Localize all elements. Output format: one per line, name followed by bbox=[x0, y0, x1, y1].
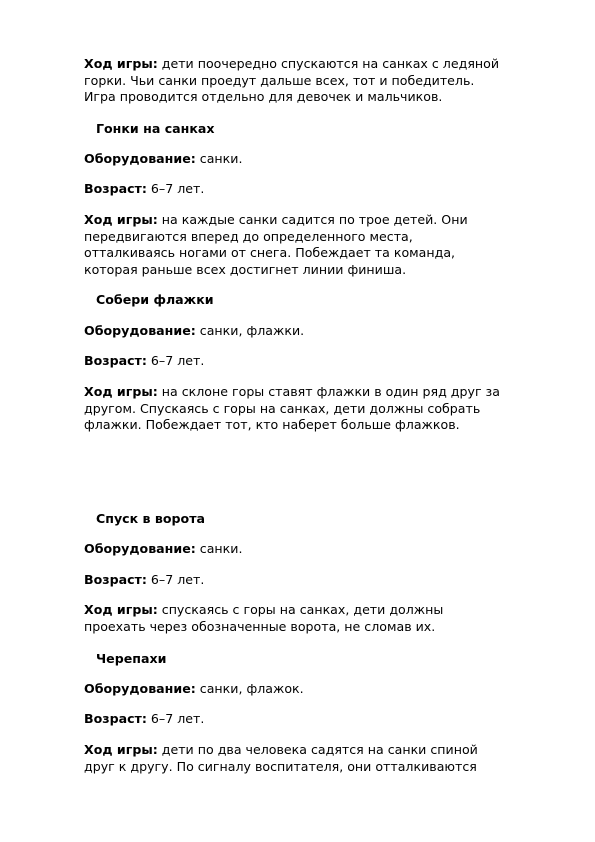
game-description-gate-descent bbox=[84, 602, 554, 635]
game-description-turtles bbox=[84, 742, 554, 775]
equipment-value: санки. bbox=[195, 151, 243, 166]
equipment-line bbox=[84, 681, 554, 698]
text-line: Игра проводится отдельно для девочек и мальчиков. bbox=[84, 89, 443, 104]
game-text: дети поочередно спускаются на санках с ледяной bbox=[157, 56, 500, 71]
equipment-value: санки, флажки. bbox=[195, 323, 305, 338]
text-line: отталкиваясь ногами от снега. Побеждает та команда, bbox=[84, 245, 456, 260]
game-text: на склоне горы ставят флажки в один ряд друг за bbox=[157, 384, 500, 399]
section-title-collect-flags: Собери флажки bbox=[96, 292, 214, 307]
age-label: Возраст: bbox=[84, 353, 147, 368]
age-value: 6–7 лет. bbox=[146, 572, 205, 587]
age-line bbox=[84, 353, 554, 370]
equipment-label: Оборудование: bbox=[84, 681, 196, 696]
text-line bbox=[84, 56, 554, 73]
equipment-line bbox=[84, 323, 554, 340]
equipment-value: санки, флажок. bbox=[195, 681, 304, 696]
age-line bbox=[84, 572, 554, 589]
text-line: друг к другу. По сигналу воспитателя, они отталкиваются bbox=[84, 758, 477, 774]
equipment-value: санки. bbox=[195, 541, 243, 556]
equipment-line bbox=[84, 151, 554, 168]
game-label: Ход игры: bbox=[84, 384, 158, 399]
text-line: передвигаются вперед до определенного места, bbox=[84, 228, 413, 244]
game-label: Ход игры: bbox=[84, 602, 158, 617]
section-title-sled-race: Гонки на санках bbox=[96, 121, 215, 136]
text-line: проехать через обозначенные ворота, не сломав их. bbox=[84, 618, 436, 634]
game-description-1 bbox=[84, 56, 554, 106]
game-description-collect-flags bbox=[84, 384, 554, 434]
age-line bbox=[84, 181, 554, 198]
game-label: Ход игры: bbox=[84, 742, 158, 757]
section-title-gate-descent: Спуск в ворота bbox=[96, 511, 205, 526]
age-value: 6–7 лет. bbox=[146, 353, 205, 368]
game-label: Ход игры: bbox=[84, 56, 158, 71]
text-line: флажки. Побеждает тот, кто наберет больше флажков. bbox=[84, 417, 460, 432]
text-line: другом. Спускаясь с горы на санках, дети должны собрать bbox=[84, 400, 481, 416]
age-value: 6–7 лет. bbox=[146, 711, 205, 726]
age-label: Возраст: bbox=[84, 181, 147, 196]
game-text: спускаясь с горы на санках, дети должны bbox=[157, 602, 444, 617]
age-label: Возраст: bbox=[84, 572, 147, 587]
section-title-turtles: Черепахи bbox=[96, 651, 167, 666]
equipment-label: Оборудование: bbox=[84, 151, 196, 166]
game-label: Ход игры: bbox=[84, 212, 158, 227]
text-line: горки. Чьи санки проедут дальше всех, тот и победитель. bbox=[84, 72, 475, 88]
equipment-label: Оборудование: bbox=[84, 541, 196, 556]
game-text: на каждые санки садится по трое детей. Они bbox=[157, 212, 468, 227]
equipment-line bbox=[84, 541, 554, 558]
age-label: Возраст: bbox=[84, 711, 147, 726]
age-line bbox=[84, 711, 554, 728]
game-description-sled-race bbox=[84, 212, 554, 278]
game-text: дети по два человека садятся на санки спиной bbox=[157, 742, 478, 757]
equipment-label: Оборудование: bbox=[84, 323, 196, 338]
text-line: которая раньше всех достигнет линии финиша. bbox=[84, 261, 407, 277]
age-value: 6–7 лет. bbox=[146, 181, 205, 196]
